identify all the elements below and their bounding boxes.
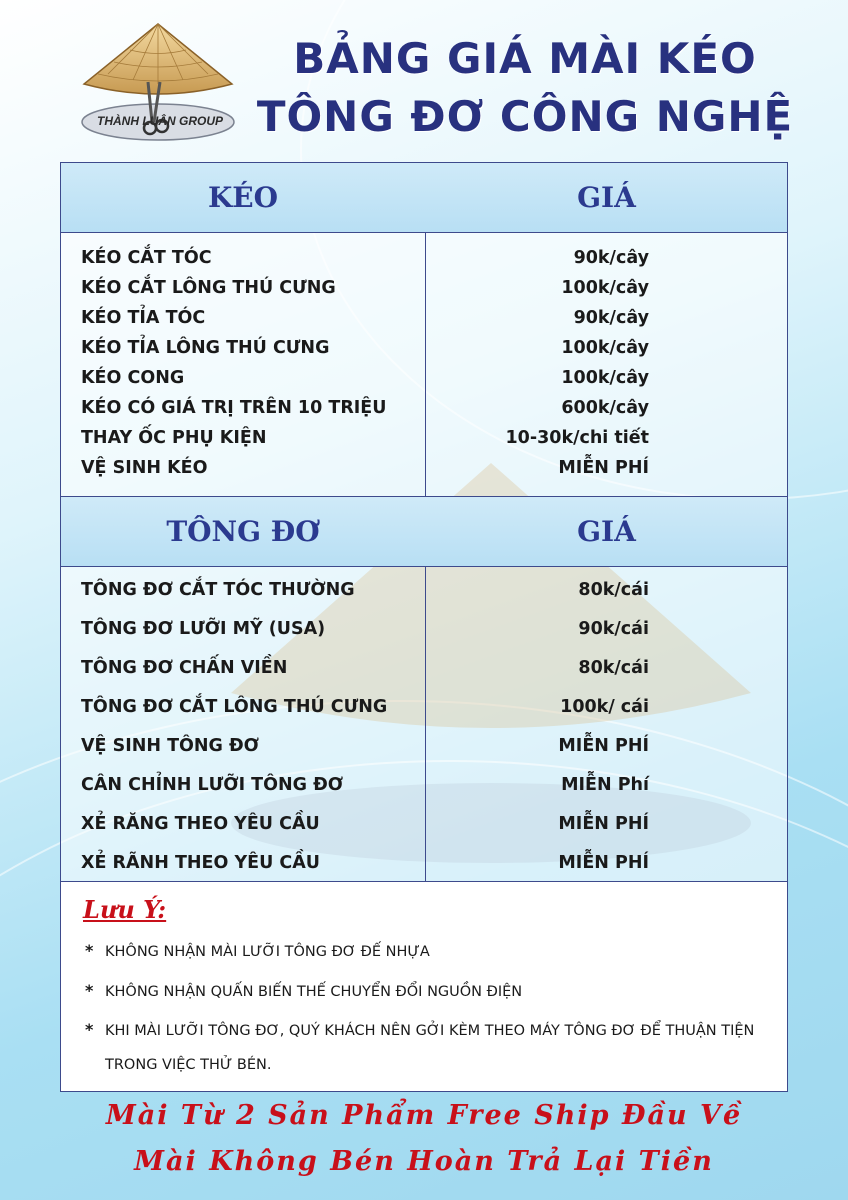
bullet-star-icon: * [85, 941, 94, 960]
note-continuation: TRONG VIỆC THỬ BÉN. [105, 1057, 272, 1073]
clipper-item-name: CÂN CHỈNH LƯỠI TÔNG ĐƠ [81, 775, 344, 795]
scissors-item-name: VỆ SINH KÉO [81, 458, 208, 478]
page-title-line-1: BẢNG GIÁ MÀI KÉO [293, 34, 757, 83]
scissors-item-name: KÉO TỈA TÓC [81, 308, 206, 328]
note-text: KHÔNG NHẬN MÀI LƯỠI TÔNG ĐƠ ĐẾ NHỰA [105, 944, 430, 960]
note-text: KHI MÀI LƯỠI TÔNG ĐƠ, QUÝ KHÁCH NÊN GỞI KÈM THEO MÁY TÔNG ĐƠ ĐỂ THUẬN TIỆN [105, 1023, 755, 1039]
scissors-item-price: MIỄN PHÍ [558, 458, 649, 478]
slogan-refund: Mài Không Bén Hoàn Trả Lại Tiền [134, 1146, 714, 1177]
notes-heading: Lưu Ý: [83, 895, 167, 924]
slogan-free-ship: Mài Từ 2 Sản Phẩm Free Ship Đầu Về [105, 1100, 743, 1131]
scissors-item-name: KÉO TỈA LÔNG THÚ CƯNG [81, 338, 330, 358]
scissors-item-name: KÉO CẮT LÔNG THÚ CƯNG [81, 278, 336, 298]
note-text: KHÔNG NHẬN QUẤN BIẾN THẾ CHUYỂN ĐỔI NGUỒN ĐIỆN [105, 984, 523, 1000]
bullet-star-icon: * [85, 1020, 94, 1039]
scissors-item-price: 10-30k/chi tiết [505, 428, 649, 448]
scissors-item-price: 90k/cây [573, 248, 649, 268]
scissors-header-row [61, 163, 787, 233]
bullet-star-icon: * [85, 981, 94, 1000]
clipper-item-price: 100k/ cái [560, 697, 649, 717]
clipper-item-name: XẺ RÃNH THEO YÊU CẦU [81, 853, 320, 873]
note-item [85, 981, 775, 1000]
clipper-item-price: 90k/cái [578, 619, 649, 639]
clipper-item-price: 80k/cái [578, 658, 649, 678]
clipper-item-price: MIỄN Phí [561, 775, 649, 795]
clipper-price-header: GIÁ [577, 515, 636, 548]
clipper-item-price: 80k/cái [578, 580, 649, 600]
clipper-item-name: TÔNG ĐƠ CẮT TÓC THƯỜNG [81, 580, 355, 600]
page-title-line-2: TÔNG ĐƠ CÔNG NGHỆ [256, 92, 794, 141]
note-item [85, 1020, 775, 1039]
logo [78, 22, 238, 152]
clipper-item-name: TÔNG ĐƠ CHẤN VIỀN [81, 658, 288, 678]
clipper-item-name: TÔNG ĐƠ CẮT LÔNG THÚ CƯNG [81, 697, 388, 717]
conical-hat-icon [78, 22, 238, 152]
clipper-item-name: VỆ SINH TÔNG ĐƠ [81, 736, 259, 756]
note-item [85, 941, 775, 960]
scissors-item-name: THAY ỐC PHỤ KIỆN [81, 428, 267, 448]
clipper-item-price: MIỄN PHÍ [558, 853, 649, 873]
scissors-item-price: 100k/cây [561, 368, 649, 388]
scissors-header-label: KÉO [207, 181, 279, 214]
clipper-header-label: TÔNG ĐƠ [166, 515, 320, 548]
scissors-item-name: KÉO CẮT TÓC [81, 248, 212, 268]
scissors-item-price: 600k/cây [561, 398, 649, 418]
scissors-item-price: 100k/cây [561, 338, 649, 358]
scissors-price-header: GIÁ [577, 181, 636, 214]
price-table [60, 162, 788, 1092]
scissors-item-price: 90k/cây [573, 308, 649, 328]
clipper-item-name: XẺ RĂNG THEO YÊU CẦU [81, 814, 320, 834]
scissors-item-price: 100k/cây [561, 278, 649, 298]
clipper-header-row [61, 497, 787, 567]
scissors-item-name: KÉO CÓ GIÁ TRỊ TRÊN 10 TRIỆU [81, 398, 387, 418]
clipper-item-name: TÔNG ĐƠ LƯỠI MỸ (USA) [81, 619, 326, 639]
clipper-item-price: MIỄN PHÍ [558, 814, 649, 834]
clipper-item-price: MIỄN PHÍ [558, 736, 649, 756]
scissors-item-name: KÉO CONG [81, 368, 185, 388]
logo-text: THÀNH LUÂN GROUP [97, 114, 223, 128]
